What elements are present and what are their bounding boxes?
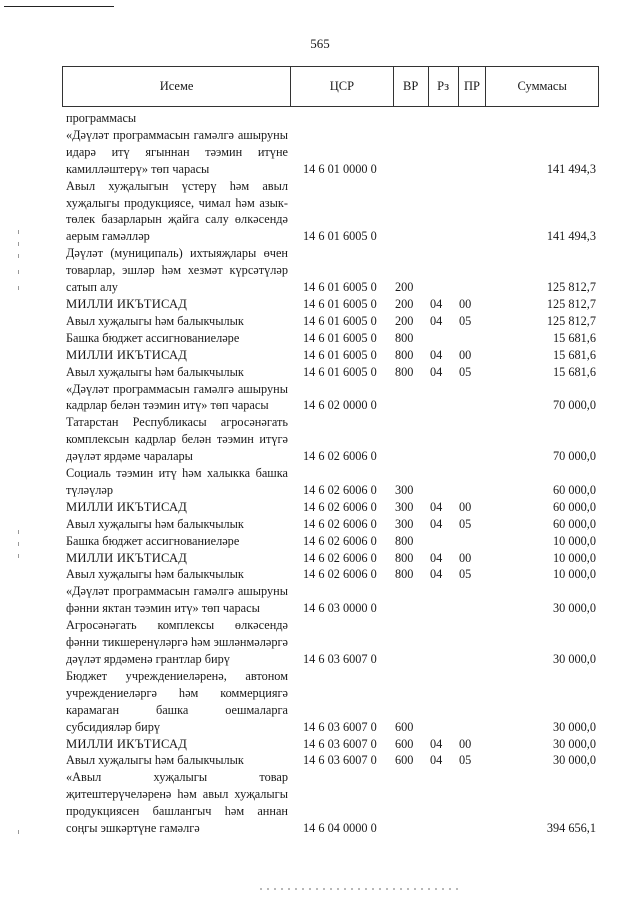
row-sum: 125 812,7 (546, 296, 596, 311)
row-rz: 04 (430, 753, 443, 768)
row-name: Татарстан Республикасы агросәнәгать комплексын кадрлар белән тәэмин итүгә дәүләт ярдәме чаралары (66, 415, 288, 464)
row-sum: 10 000,0 (552, 533, 596, 548)
table-row (66, 178, 600, 246)
row-rz: 04 (430, 313, 443, 328)
row-name: Дәүләт (муниципаль) ихтыяҗлары өчен товарлар, эшләр һәм хезмәт күрсәтүләр сатып алу (66, 246, 288, 295)
table-row (66, 296, 600, 313)
table-row (66, 127, 600, 178)
row-sum: 30 000,0 (552, 736, 596, 751)
row-sum: 70 000,0 (552, 398, 596, 413)
header-vr: ВР (394, 67, 429, 106)
row-csr: 14 6 01 0000 0 (303, 161, 377, 176)
row-name: МИЛЛИ ИКЪТИСАД (66, 736, 188, 751)
row-name: Авыл хуҗалыгы һәм балыкчылык (66, 567, 244, 582)
row-csr: 14 6 01 6005 0 (303, 280, 377, 295)
table-row (66, 752, 600, 769)
row-vr: 800 (395, 550, 414, 565)
row-sum: 15 681,6 (552, 347, 596, 362)
scan-margin-marks (18, 230, 20, 840)
row-csr: 14 6 01 6005 0 (303, 296, 377, 311)
row-rz: 04 (430, 550, 443, 565)
row-rz: 04 (430, 516, 443, 531)
row-vr: 600 (395, 753, 414, 768)
row-sum: 141 494,3 (546, 161, 596, 176)
row-csr: 14 6 04 0000 0 (303, 821, 377, 836)
scan-tick (18, 286, 19, 290)
row-csr: 14 6 01 6005 0 (303, 229, 377, 244)
row-name: «Дәүләт программасын гамәлгә ашыруны идарә итү ягыннан тәэмин итүне камилләштерү» төп чарасы (66, 127, 288, 176)
table-row (66, 550, 600, 567)
scan-tick (18, 270, 19, 274)
row-csr: 14 6 02 6006 0 (303, 449, 377, 464)
row-vr: 300 (395, 516, 414, 531)
table-row (66, 414, 600, 465)
header-rz: Рз (429, 67, 459, 106)
row-pr: 00 (459, 296, 472, 311)
top-rule (4, 6, 114, 7)
row-csr: 14 6 02 6006 0 (303, 482, 377, 497)
row-vr: 600 (395, 719, 414, 734)
row-name: Авыл хуҗалыгы һәм балыкчылык (66, 753, 244, 768)
scan-tick (18, 542, 19, 546)
row-name: Башка бюджет ассигнованиеләре (66, 533, 240, 548)
row-vr: 800 (395, 347, 414, 362)
row-csr: 14 6 01 6005 0 (303, 330, 377, 345)
row-csr: 14 6 02 0000 0 (303, 398, 377, 413)
row-name: «Дәүләт программасын гамәлгә ашыруны кадрлар белән тәэмин итү» төп чарасы (66, 381, 288, 413)
table-row (66, 516, 600, 533)
scan-tick (18, 254, 19, 258)
row-rz: 04 (430, 499, 443, 514)
row-rz: 04 (430, 364, 443, 379)
row-pr: 05 (459, 364, 472, 379)
row-csr: 14 6 01 6005 0 (303, 364, 377, 379)
row-vr: 200 (395, 296, 414, 311)
row-csr: 14 6 03 0000 0 (303, 601, 377, 616)
row-sum: 125 812,7 (546, 280, 596, 295)
row-vr: 800 (395, 567, 414, 582)
table-row (66, 769, 600, 837)
row-name: Социаль тәэмин итү һәм халыкка башка түләүләр (66, 466, 288, 497)
table-row (66, 617, 600, 668)
table-row (66, 381, 600, 415)
table-row (66, 313, 600, 330)
row-sum: 10 000,0 (552, 550, 596, 565)
scan-tick (18, 530, 19, 534)
row-vr: 800 (395, 330, 414, 345)
row-vr: 300 (395, 482, 414, 497)
table-row (66, 668, 600, 736)
row-sum: 10 000,0 (552, 567, 596, 582)
row-vr: 200 (395, 280, 414, 295)
scan-tick (18, 830, 19, 834)
scan-artifact-bottom (260, 888, 460, 890)
row-name: МИЛЛИ ИКЪТИСАД (66, 296, 188, 311)
row-sum: 60 000,0 (552, 516, 596, 531)
row-name: «Авыл хуҗалыгы товар җитештерүчеләренә һәм авыл хуҗалыгы продукциясен башлангыч һәм аннан соңгы эшкәртүне гамәлгә (66, 770, 288, 836)
row-vr: 800 (395, 533, 414, 548)
page-number: 565 (310, 36, 330, 51)
row-sum: 30 000,0 (552, 601, 596, 616)
scan-tick (18, 242, 19, 246)
row-sum: 60 000,0 (552, 499, 596, 514)
table-row (66, 465, 600, 499)
row-csr: 14 6 02 6006 0 (303, 567, 377, 582)
budget-table-body (66, 110, 600, 837)
table-row (66, 533, 600, 550)
row-rz: 04 (430, 347, 443, 362)
table-row (66, 583, 600, 617)
row-pr: 05 (459, 753, 472, 768)
scan-tick (18, 230, 19, 234)
row-name: Башка бюджет ассигнованиеләре (66, 330, 240, 345)
row-pr: 00 (459, 347, 472, 362)
table-row (66, 330, 600, 347)
row-pr: 00 (459, 550, 472, 565)
table-row (66, 245, 600, 296)
row-name: Авыл хуҗалыгын үстерү һәм авыл хуҗалыгы продукциясе, чимал һәм азык-төлек базарларын җайга салу өлкәсендә аерым гамәлләр (66, 178, 288, 244)
row-name: программасы (66, 111, 137, 125)
table-row (66, 736, 600, 753)
row-pr: 00 (459, 499, 472, 514)
table-row (66, 364, 600, 381)
row-sum: 60 000,0 (552, 482, 596, 497)
row-vr: 200 (395, 313, 414, 328)
row-name: Агросәнәгать комплексы өлкәсендә фәнни тикшеренүләргә һәм эшләнмәләргә дәүләт ярдәменә грантлар бирү (66, 618, 288, 666)
row-pr: 00 (459, 736, 472, 751)
row-sum: 30 000,0 (552, 719, 596, 734)
row-csr: 14 6 03 6007 0 (303, 753, 377, 768)
row-csr: 14 6 02 6006 0 (303, 516, 377, 531)
scan-tick (18, 554, 19, 558)
header-pr: ПР (459, 67, 487, 106)
row-name: МИЛЛИ ИКЪТИСАД (66, 347, 188, 362)
row-sum: 394 656,1 (546, 821, 596, 836)
row-csr: 14 6 03 6007 0 (303, 652, 377, 666)
row-sum: 30 000,0 (552, 652, 596, 666)
row-csr: 14 6 02 6006 0 (303, 499, 377, 514)
row-csr: 14 6 02 6006 0 (303, 533, 377, 548)
header-sum: Суммасы (517, 79, 567, 93)
table-row (66, 347, 600, 364)
row-name: МИЛЛИ ИКЪТИСАД (66, 499, 188, 514)
row-pr: 05 (459, 516, 472, 531)
table-row (66, 499, 600, 516)
table-row (66, 110, 600, 127)
row-sum: 30 000,0 (552, 753, 596, 768)
row-sum: 125 812,7 (546, 313, 596, 328)
row-csr: 14 6 01 6005 0 (303, 313, 377, 328)
row-csr: 14 6 01 6005 0 (303, 347, 377, 362)
header-csr: ЦСР (291, 67, 394, 106)
row-vr: 300 (395, 499, 414, 514)
row-csr: 14 6 02 6006 0 (303, 550, 377, 565)
header-name: Исеме (63, 67, 291, 106)
row-sum: 70 000,0 (552, 449, 596, 464)
row-sum: 15 681,6 (552, 330, 596, 345)
row-name: Авыл хуҗалыгы һәм балыкчылык (66, 364, 244, 379)
table-row (66, 566, 600, 583)
row-rz: 04 (430, 567, 443, 582)
table-header (62, 66, 599, 107)
row-name: Авыл хуҗалыгы һәм балыкчылык (66, 516, 244, 531)
row-name: Бюджет учреждениеләренә, автоном учреждениеләргә һәм коммерциягә карамаган башка оешмаларга субсидияләр бирү (66, 668, 288, 734)
row-name: «Дәүләт программасын гамәлгә ашыруны фәнни яктан тәэмин итү» төп чарасы (66, 584, 288, 616)
row-rz: 04 (430, 296, 443, 311)
row-vr: 600 (395, 736, 414, 751)
row-rz: 04 (430, 736, 443, 751)
row-sum: 15 681,6 (552, 364, 596, 379)
row-name: Авыл хуҗалыгы һәм балыкчылык (66, 313, 244, 328)
row-pr: 05 (459, 567, 472, 582)
row-name: МИЛЛИ ИКЪТИСАД (66, 550, 188, 565)
row-sum: 141 494,3 (546, 229, 596, 244)
row-csr: 14 6 03 6007 0 (303, 736, 377, 751)
row-pr: 05 (459, 313, 472, 328)
row-csr: 14 6 03 6007 0 (303, 719, 377, 734)
row-vr: 800 (395, 364, 414, 379)
